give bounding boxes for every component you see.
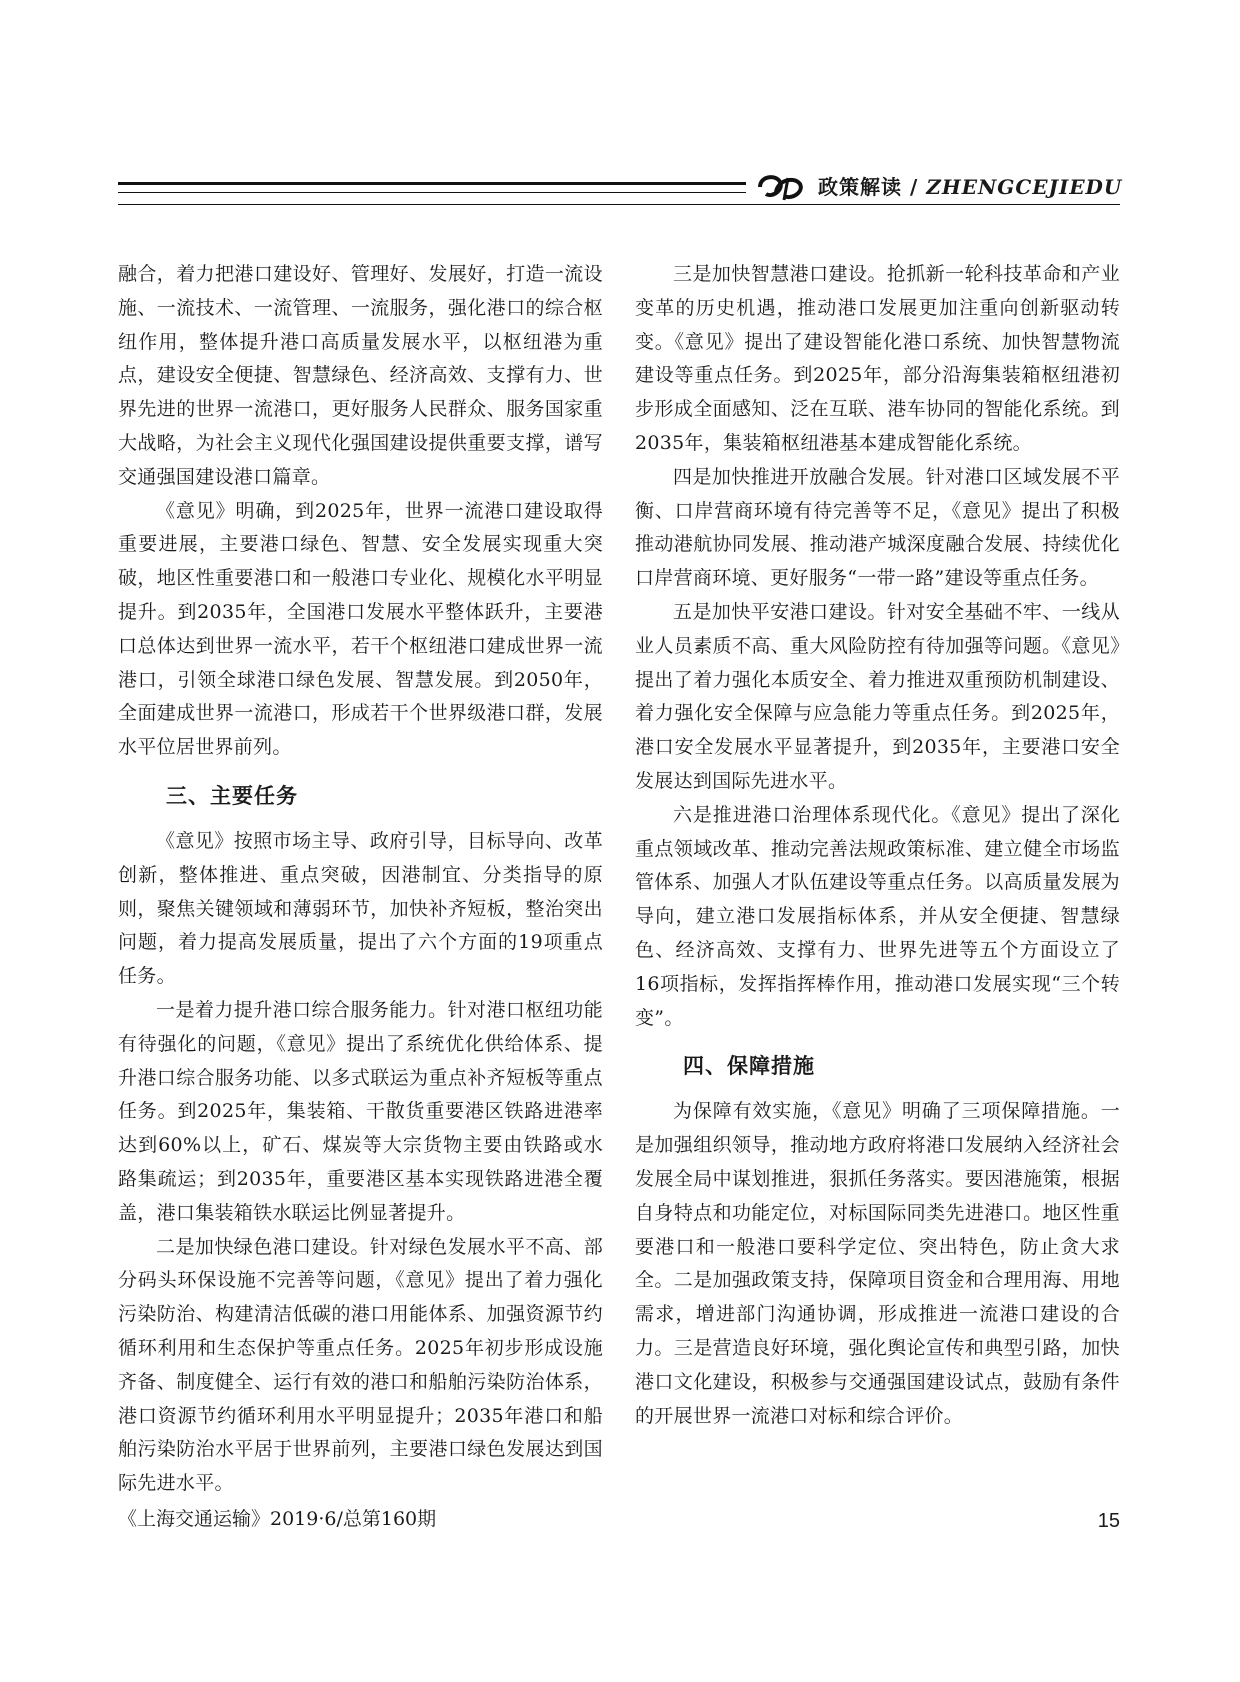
paragraph: 为保障有效实施，《意见》明确了三项保障措施。一是加强组织领导，推动地方政府将港口发展纳入经济社会发展全局中谋划推进，狠抓任务落实。要因港施策，根据自身特点和功能定位，对标国际同类先进港口。地区性重要港口和一般港口要科学定位、突出特色，防止贪大求全。二是加强政策支持，保障项目资金和合理用海、用地需求，增进部门沟通协调，形成推进一流港口建设的合力。三是营造良好环境，强化舆论宣传和典型引路，加快港口文化建设，积极参与交通强国建设试点，鼓励有条件的开展世界一流港口对标和综合评价。 [635, 1100, 1120, 1427]
section-title-en: ZHENGCEJIEDU [926, 175, 1123, 199]
left-column [118, 258, 603, 1501]
paragraph: 《意见》按照市场主导、政府引导，目标导向、改革创新，整体推进、重点突破，因港制宜、分类指导的原则，聚焦关键领域和薄弱环节，加快补齐短板，整治突出问题，着力提高发展质量，提出了六个方面的19项重点任务。 [118, 829, 603, 988]
section-heading: 三、主要任务 [166, 783, 298, 808]
paragraph: 《意见》明确，到2025年，世界一流港口建设取得重要进展，主要港口绿色、智慧、安全发展实现重大突破，地区性重要港口和一般港口专业化、规模化水平明显提升。到2035年，全国港口发展水平整体跃升，主要港口总体达到世界一流水平，若干个枢纽港口建成世界一流港口，引领全球港口绿色发展、智慧发展。到2050年，全面建成世界一流港口，形成若干个世界级港口群，发展水平位居世界前列。 [118, 499, 603, 759]
page-header [118, 170, 1123, 206]
paragraph: 融合，着力把港口建设好、管理好、发展好，打造一流设施、一流技术、一流管理、一流服务，强化港口的综合枢纽作用，整体提升港口高质量发展水平，以枢纽港为重点，建设安全便捷、智慧绿色、经济高效、支撑有力、世界先进的世界一流港口，更好服务人民群众、服务国家重大战略，为社会主义现代化强国建设提供重要支撑，谱写交通强国建设港口篇章。 [118, 263, 603, 488]
section-heading: 四、保障措施 [683, 1054, 815, 1079]
section-title [818, 172, 1122, 202]
paragraph: 四是加快推进开放融合发展。针对港口区域发展不平衡、口岸营商环境有待完善等不足，《意见》提出了积极推动港航协同发展、推动港产城深度融合发展、持续优化口岸营商环境、更好服务“一带一路”建设等重点任务。 [635, 465, 1120, 590]
journal-citation: 《上海交通运输》2019·6/总第160期 [118, 1508, 437, 1530]
header-rule [118, 182, 746, 185]
header-underline [118, 204, 1120, 205]
paragraph: 三是加快智慧港口建设。抢抓新一轮科技革命和产业变革的历史机遇，推动港口发展更加注重向创新驱动转变。《意见》提出了建设智能化港口系统、加快智慧物流建设等重点任务。到2025年，部分沿海集装箱枢纽港初步形成全面感知、泛在互联、港车协同的智能化系统。到2035年，集装箱枢纽港基本建成智能化系统。 [635, 263, 1120, 454]
section-title-cn: 政策解读 [818, 175, 902, 199]
right-column [635, 258, 1120, 1433]
paragraph: 六是推进港口治理体系现代化。《意见》提出了深化重点领域改革、推动完善法规政策标准、建立健全市场监管体系、加强人才队伍建设等重点任务。以高质量发展为导向，建立港口发展指标体系，并从安全便捷、智慧绿色、经济高效、支撑有力、世界先进等五个方面设立了16项指标，发挥指挥棒作用，推动港口发展实现“三个转变”。 [635, 803, 1120, 1029]
header-rule-thin [118, 192, 746, 193]
paragraph: 二是加快绿色港口建设。针对绿色发展水平不高、部分码头环保设施不完善等问题，《意见》提出了着力强化污染防治、构建清洁低碳的港口用能体系、加强资源节约循环利用和生态保护等重点任务。2025年初步形成设施齐备、制度健全、运行有效的港口和船舶污染防治体系，港口资源节约循环利用水平明显提升；2035年港口和船舶污染防治水平居于世界前列，主要港口绿色发展达到国际先进水平。 [118, 1235, 603, 1495]
paragraph: 一是着力提升港口综合服务能力。针对港口枢纽功能有待强化的问题，《意见》提出了系统优化供给体系、提升港口综合服务功能、以多式联运为重点补齐短板等重点任务。到2025年，集装箱、干散货重要港区铁路进港率达到60%以上，矿石、煤炭等大宗货物主要由铁路或水路集疏运；到2035年，重要港区基本实现铁路进港全覆盖，港口集装箱铁水联运比例显著提升。 [118, 998, 603, 1224]
section-title-sep: / [902, 175, 927, 199]
paragraph: 五是加快平安港口建设。针对安全基础不牢、一线从业人员素质不高、重大风险防控有待加强等问题。《意见》提出了着力强化本质安全、着力推进双重预防机制建设、着力强化安全保障与应急能力等重点任务。到2025年，港口安全发展水平显著提升，到2035年，主要港口安全发展达到国际先进水平。 [635, 600, 1120, 792]
magazine-logo-icon [754, 170, 810, 204]
page-number: 15 [1097, 1510, 1120, 1532]
